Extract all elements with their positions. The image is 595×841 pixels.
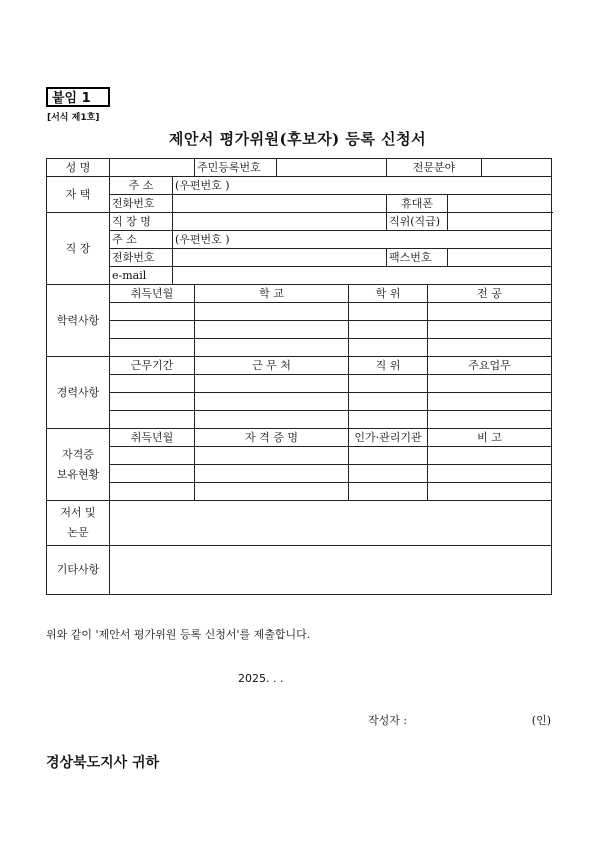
home-phone-label: 전화번호 (110, 195, 173, 213)
career-header-employer: 근 무 처 (195, 357, 349, 375)
certs-header-remarks: 비 고 (428, 429, 552, 447)
table-cell[interactable] (110, 483, 195, 501)
name-field[interactable] (110, 159, 195, 177)
table-cell[interactable] (428, 411, 552, 429)
education-header-major: 전 공 (428, 285, 552, 303)
papers-field[interactable] (110, 501, 552, 546)
certs-header-date: 취득년월 (110, 429, 195, 447)
position-field[interactable] (448, 213, 552, 231)
work-phone-label: 전화번호 (110, 249, 173, 267)
table-cell[interactable] (349, 375, 428, 393)
table-cell[interactable] (195, 465, 349, 483)
form-number: [서식 제1호] (47, 113, 100, 123)
table-cell[interactable] (428, 393, 552, 411)
other-field[interactable] (110, 546, 552, 595)
table-cell[interactable] (195, 483, 349, 501)
fax-field[interactable] (448, 249, 552, 267)
work-section-label: 직 장 (47, 213, 110, 285)
work-address-field[interactable]: (우편번호 ) (173, 231, 552, 249)
papers-section-label (47, 501, 110, 546)
field-value[interactable] (482, 159, 552, 177)
email-field[interactable] (173, 267, 552, 285)
papers-label-line2: 논문 (67, 526, 89, 539)
certs-header-authority: 인가·관리기관 (349, 429, 428, 447)
career-header-duties: 주요업무 (428, 357, 552, 375)
table-cell[interactable] (110, 411, 195, 429)
table-cell[interactable] (195, 375, 349, 393)
table-cell[interactable] (349, 447, 428, 465)
fax-label: 팩스번호 (387, 249, 448, 267)
table-cell[interactable] (349, 465, 428, 483)
home-address-label: 주 소 (110, 177, 173, 195)
rrn-field[interactable] (277, 159, 387, 177)
home-address-field[interactable]: (우편번호 ) (173, 177, 552, 195)
certificates-label-line2: 보유현황 (56, 467, 100, 481)
work-phone-field[interactable] (173, 249, 387, 267)
table-cell[interactable] (428, 375, 552, 393)
mobile-field[interactable] (448, 195, 552, 213)
table-cell[interactable] (428, 465, 552, 483)
table-cell[interactable] (428, 447, 552, 465)
certificates-label-line1: 자격증 (62, 447, 94, 461)
certificates-section-label (47, 429, 110, 501)
table-cell[interactable] (349, 303, 428, 321)
table-cell[interactable] (349, 321, 428, 339)
signer-label: 작성자 : (368, 714, 408, 727)
table-cell[interactable] (110, 375, 195, 393)
table-cell[interactable] (195, 411, 349, 429)
home-section-label: 자 택 (47, 177, 110, 213)
rrn-label: 주민등록번호 (195, 159, 277, 177)
table-cell[interactable] (110, 393, 195, 411)
company-label: 직 장 명 (110, 213, 173, 231)
table-cell[interactable] (428, 303, 552, 321)
signature-line (368, 712, 551, 728)
table-cell[interactable] (195, 303, 349, 321)
education-header-degree: 학 위 (349, 285, 428, 303)
position-label: 직위(직급) (387, 213, 448, 231)
name-label: 성 명 (47, 159, 110, 177)
table-cell[interactable] (349, 411, 428, 429)
career-header-period: 근무기간 (110, 357, 195, 375)
page-title: 제안서 평가위원(후보자) 등록 신청서 (168, 130, 427, 148)
other-section-label: 기타사항 (47, 546, 110, 595)
email-label: e-mail (110, 267, 173, 285)
career-header-position: 직 위 (349, 357, 428, 375)
work-address-label: 주 소 (110, 231, 173, 249)
table-cell[interactable] (428, 483, 552, 501)
table-cell[interactable] (349, 339, 428, 357)
table-cell[interactable] (349, 393, 428, 411)
certs-header-name: 자 격 증 명 (195, 429, 349, 447)
career-section-label: 경력사항 (47, 357, 110, 429)
education-section-label: 학력사항 (47, 285, 110, 357)
submission-date: 2025. . . (238, 672, 284, 685)
addressee: 경상북도지사 귀하 (46, 755, 160, 771)
annex-label: 붙임 1 (46, 87, 110, 107)
table-cell[interactable] (110, 339, 195, 357)
table-cell[interactable] (110, 447, 195, 465)
seal-mark: (인) (531, 714, 551, 727)
table-cell[interactable] (428, 321, 552, 339)
table-cell[interactable] (195, 393, 349, 411)
papers-label-line1: 저서 및 (60, 506, 96, 519)
table-cell[interactable] (110, 303, 195, 321)
education-header-date: 취득년월 (110, 285, 195, 303)
company-field[interactable] (173, 213, 387, 231)
table-cell[interactable] (428, 339, 552, 357)
table-cell[interactable] (110, 465, 195, 483)
education-header-school: 학 교 (195, 285, 349, 303)
field-label: 전문분야 (387, 159, 482, 177)
table-cell[interactable] (195, 339, 349, 357)
table-cell[interactable] (349, 483, 428, 501)
application-form-table (46, 158, 552, 595)
table-cell[interactable] (195, 447, 349, 465)
mobile-label: 휴대폰 (387, 195, 448, 213)
declaration-text: 위와 같이 '제안서 평가위원 등록 신청서'를 제출합니다. (46, 628, 311, 641)
table-cell[interactable] (195, 321, 349, 339)
home-phone-field[interactable] (173, 195, 387, 213)
table-cell[interactable] (110, 321, 195, 339)
